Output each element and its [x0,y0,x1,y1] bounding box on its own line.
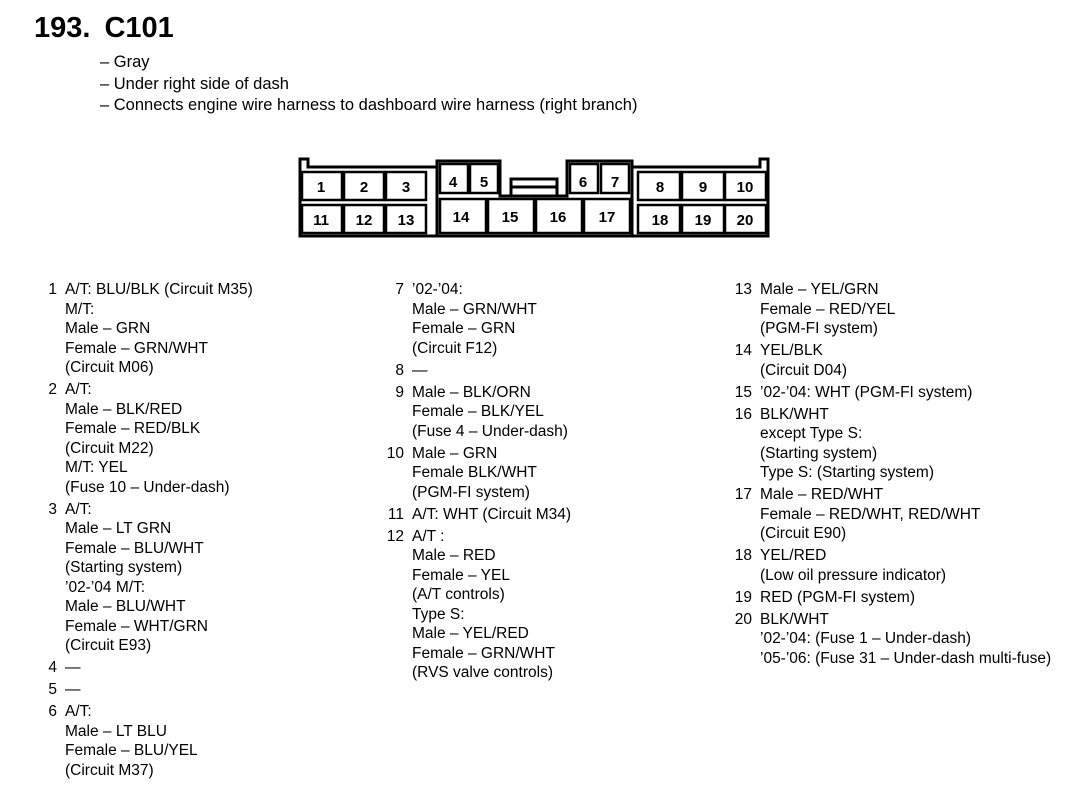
pin-description-line: (Circuit F12) [412,339,498,357]
pin-number: 11 [387,505,404,523]
pin-description-line: Female – GRN/WHT [412,644,555,662]
pin-description-line: A/T: [65,381,92,398]
pin-description-line: Male – LT GRN [65,520,172,537]
pin-number: 7 [395,281,404,298]
pin-description-line: Male – GRN/WHT [412,300,537,318]
pin-label: 16 [549,209,567,226]
pin-number: 12 [386,527,404,545]
pin-label: 7 [610,174,620,191]
pin-description-line: (Circuit E93) [65,637,152,654]
pin-description-line: M/T: [65,300,95,318]
pin-entry [734,546,1051,585]
pin-description-line: Female – BLU/WHT [65,539,204,557]
pin-number: 16 [734,405,752,423]
pin-description-line: (A/T controls) [412,586,505,603]
pin-label: 4 [448,174,458,191]
pin-number: 15 [734,383,752,401]
pin-description-line: Male – RED/WHT [760,486,884,503]
pin-number: 3 [48,500,57,518]
pin-entry [47,500,253,656]
pin-label: 8 [655,179,665,196]
pin-label: 20 [736,212,754,229]
pin-description-line: Male – YEL/GRN [760,281,879,298]
pin-label: 11 [313,212,329,229]
pin-description-line: A/T: WHT (Circuit M34) [412,505,572,523]
pin-description-line: Female – GRN/WHT [65,339,208,357]
pin-number: 2 [48,381,57,398]
pin-description-line: YEL/BLK [760,342,823,359]
pin-description-line: (Low oil pressure indicator) [760,566,947,584]
pin-entry [394,280,571,358]
pin-number: 18 [734,547,752,564]
pin-description-line: Male – BLK/RED [65,400,183,418]
pin-description-line: Male – GRN [412,444,498,462]
pin-description-line: (Starting system) [65,559,183,576]
pin-description-line: Male – BLU/WHT [65,598,186,615]
pin-description-line: Female – RED/WHT, RED/WHT [760,505,981,523]
pin-entry [47,680,253,700]
description-line: – Connects engine wire harness to dashboard wire harness (right branch) [100,96,638,114]
pin-number: 5 [48,681,57,698]
pin-description-line: A/T: [65,703,92,720]
pin-description-line: (Circuit M22) [65,439,154,457]
pin-number: 4 [48,659,57,676]
description-line: – Gray [100,53,150,71]
pin-description-line: A/T : [412,527,445,545]
pin-entry [394,383,571,442]
pin-description-line: BLK/WHT [760,405,829,423]
pin-description-line: YEL/RED [760,547,827,564]
pin-description-line: ’02-’04 M/T: [65,578,146,596]
pin-description-line: (Circuit M06) [65,359,154,376]
pin-label: 18 [651,212,669,229]
pin-entry [734,383,1051,403]
pin-label: 1 [316,179,326,196]
pin-label: 5 [479,174,489,191]
pinout-column-middle [386,280,572,685]
pin-number: 13 [734,281,752,298]
pin-description-line: M/T: YEL [65,459,128,476]
pin-label: 6 [578,174,588,191]
pin-number: 9 [395,383,404,401]
pin-description-line: — [412,361,428,379]
pin-description-line: Female – GRN [412,320,516,337]
pin-entry [734,405,1051,483]
pin-label: 10 [736,179,754,196]
pin-number: 17 [734,486,752,503]
pin-description-line: except Type S: [760,425,863,442]
pin-description-line: Male – BLK/ORN [412,383,531,401]
pin-description-line: (PGM-FI system) [412,483,530,501]
pin-number: 6 [48,703,57,720]
pin-description-line: Type S: [412,605,465,623]
pin-entry [734,588,1051,608]
pin-description-line: ’02-’04: (Fuse 1 – Under-dash) [760,630,972,647]
connector-face-diagram [0,0,1088,250]
pin-number: 1 [48,281,57,298]
pin-description-line: ’05-’06: (Fuse 31 – Under-dash multi-fuse) [760,649,1052,667]
pin-label: 12 [355,212,373,229]
pin-label: 2 [359,179,369,196]
pin-description-line: A/T: BLU/BLK (Circuit M35) [65,281,253,298]
pin-label: 17 [598,209,616,226]
pin-description-line: ’02-’04: [412,281,463,298]
pin-description-line: Female – BLU/YEL [65,742,198,759]
pin-description-line: Female – BLK/YEL [412,403,544,420]
pin-description-line: Female – YEL [412,566,510,584]
pin-entry [47,280,253,378]
pin-number: 20 [734,610,752,628]
pin-number: 10 [386,444,404,462]
pin-entry [47,702,253,780]
pin-description-line: (Fuse 4 – Under-dash) [412,422,568,440]
pin-entry [387,505,572,525]
connector-id: C101 [104,12,174,44]
pin-description-line: Type S: (Starting system) [760,464,934,481]
pin-label: 15 [501,209,519,226]
description-line: – Under right side of dash [100,74,289,93]
pin-description-line: (Circuit E90) [760,525,847,542]
pin-entry [47,658,253,678]
pin-number: 19 [734,588,752,606]
pin-description-line: A/T: [65,500,92,518]
pin-description-line: (RVS valve controls) [412,664,553,681]
pin-entry [734,485,1051,544]
pin-description-line: ’02-’04: WHT (PGM-FI system) [760,383,973,401]
pinout-column-left [47,280,253,783]
pin-label: 19 [694,212,712,229]
pin-label: 14 [452,209,470,226]
pin-entry [47,380,253,497]
pinout-column-right [734,280,1052,671]
pin-entry [394,361,571,381]
pin-description-line: Female – RED/YEL [760,300,896,318]
pin-description-line: Female – RED/BLK [65,420,201,437]
pin-description-line: Male – YEL/RED [412,625,529,642]
pin-label: 13 [397,212,415,229]
pin-description-line: RED (PGM-FI system) [760,588,915,606]
pin-description-line: Male – GRN [65,320,151,337]
pin-description-line: Female – WHT/GRN [65,617,208,635]
pin-description-line: (Fuse 10 – Under-dash) [65,478,230,496]
pin-description-line: (Circuit D04) [760,361,847,379]
pin-description-line: — [65,681,81,698]
pin-label: 3 [401,179,411,196]
pin-description-line: (Circuit M37) [65,761,154,779]
pin-number: 14 [734,342,752,359]
connector-number: 193. [34,12,91,44]
pin-entry [386,444,571,503]
pin-entry [734,280,1051,339]
pin-entry [386,527,571,683]
pin-description-line: Male – LT BLU [65,722,167,740]
pin-description-line: BLK/WHT [760,610,829,628]
pin-number: 8 [395,361,404,379]
pin-description-line: Female BLK/WHT [412,464,537,481]
pin-description-line: Male – RED [412,547,496,564]
pin-label: 9 [698,179,708,196]
pin-description-line: — [65,659,81,676]
pin-description-line: (PGM-FI system) [760,320,878,337]
pin-description-line: (Starting system) [760,444,878,462]
pin-entry [734,341,1051,380]
pin-entry [734,610,1052,669]
